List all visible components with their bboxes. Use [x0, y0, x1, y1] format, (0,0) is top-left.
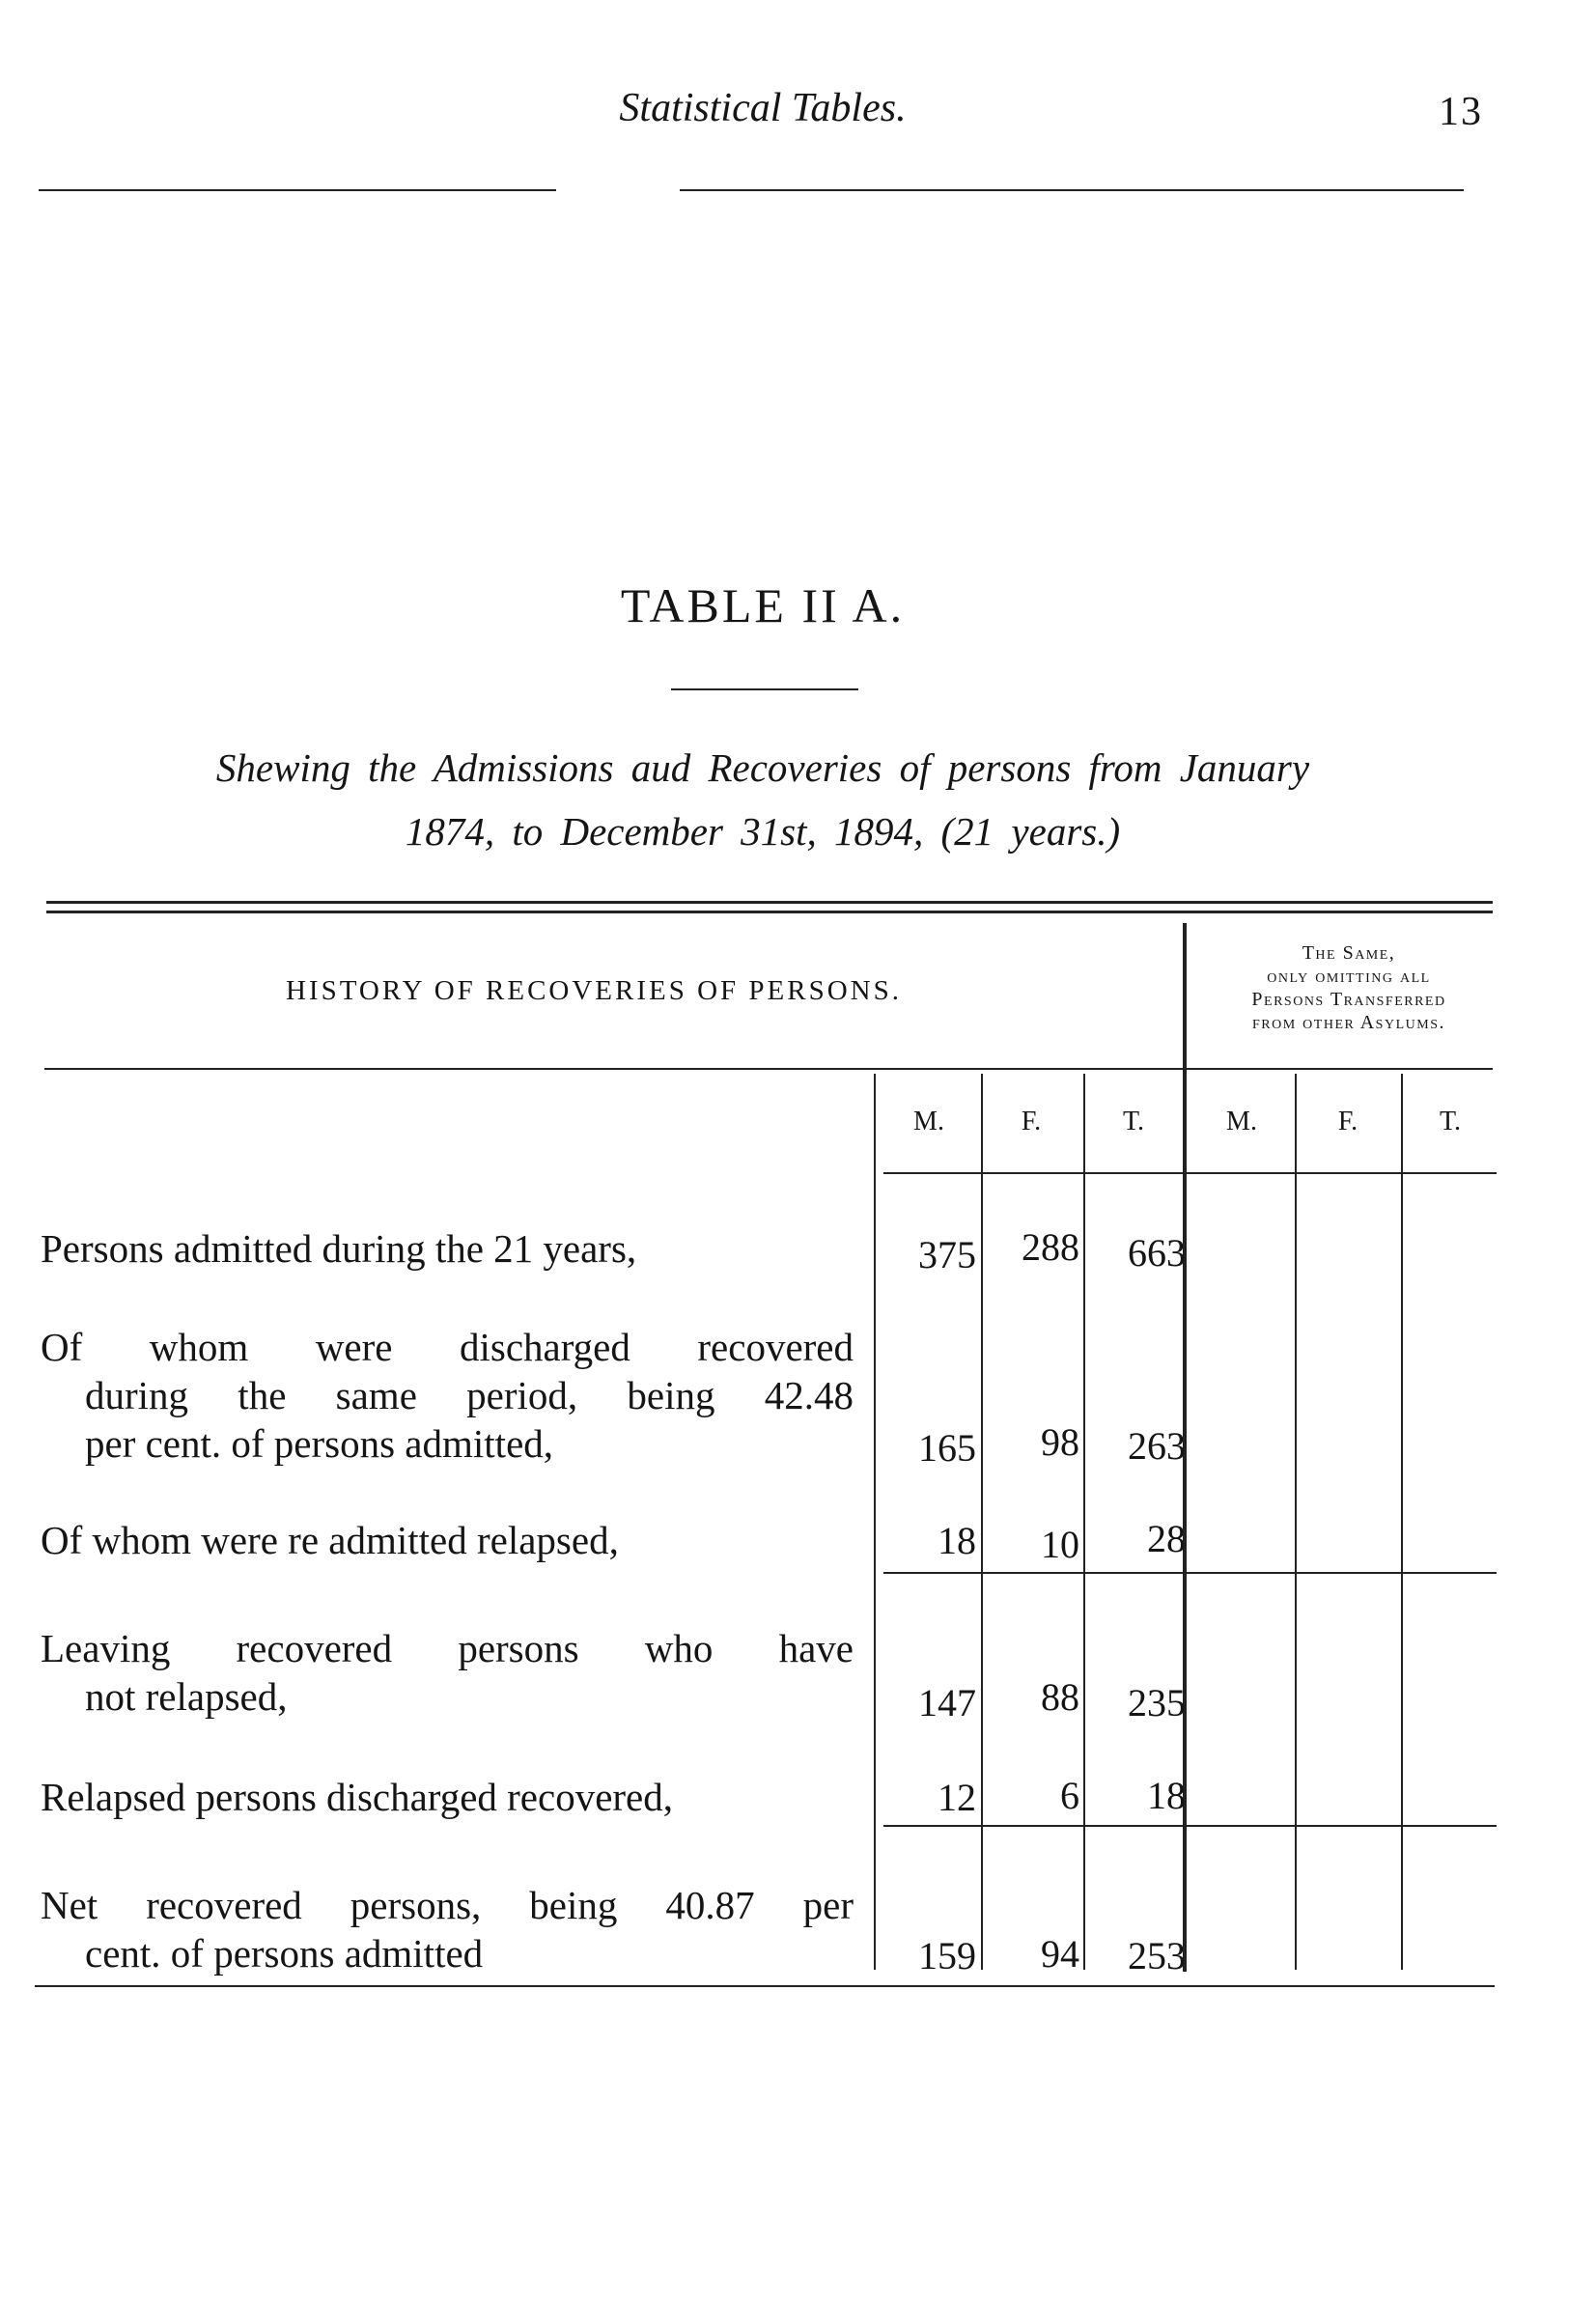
cell-discharged-t: 263 — [1128, 1424, 1186, 1468]
row-label-not-relapsed — [41, 1624, 854, 1721]
col-head-rule — [883, 1172, 1497, 1174]
history-title: HISTORY OF RECOVERIES OF PERSONS. — [285, 975, 903, 1006]
cell-admitted-f: 288 — [1022, 1225, 1079, 1269]
same-title — [1190, 941, 1508, 1034]
cell-net-recovered-m: 159 — [918, 1934, 976, 1977]
vrule-label-m — [874, 1074, 876, 1970]
row-label-line: Leaving recovered persons who have — [41, 1626, 854, 1670]
header-divider-rule — [44, 1068, 1493, 1070]
header-rule-right — [680, 189, 1464, 191]
same-title-line-3: Persons Transferred — [1251, 989, 1446, 1010]
col-head-m: M. — [913, 1107, 944, 1136]
col-head-t2: T. — [1439, 1107, 1462, 1136]
row-label-line: Of whom were discharged recovered — [41, 1325, 854, 1369]
cell-not-relapsed-m: 147 — [918, 1681, 976, 1724]
running-title: Statistical Tables. — [619, 86, 907, 130]
col-head-f: F. — [1021, 1107, 1042, 1136]
subtitle-line-1: Shewing the Admissions aud Recoveries of persons from January — [215, 745, 1310, 790]
row-label-admitted — [41, 1224, 854, 1273]
cell-readmitted-f: 10 — [1041, 1523, 1079, 1566]
subtotal-rule-1 — [883, 1572, 1497, 1574]
col-head-m2: M. — [1226, 1107, 1257, 1136]
table-top-rule-1 — [46, 901, 1493, 904]
col-head-t: T. — [1122, 1107, 1145, 1136]
row-label-line: Relapsed persons discharged recovered, — [41, 1775, 673, 1819]
vrule-m2-f2 — [1295, 1074, 1297, 1970]
table-subtitle — [29, 736, 1497, 863]
row-label-line: per cent. of persons admitted, — [85, 1421, 554, 1466]
subtitle-line-2: 1874, to December 31st, 1894, (21 years.) — [405, 809, 1121, 854]
cell-admitted-t: 663 — [1128, 1231, 1186, 1275]
cell-not-relapsed-t: 235 — [1128, 1681, 1186, 1724]
page-number: 13 — [1439, 90, 1483, 134]
cell-readmitted-t: 28 — [1147, 1517, 1186, 1560]
same-title-line-2: only omitting all — [1267, 966, 1431, 987]
row-label-line: not relapsed, — [85, 1674, 288, 1719]
table-heading: TABLE II A. — [620, 578, 906, 632]
cell-relapsed-discharged-t: 18 — [1147, 1774, 1186, 1817]
cell-net-recovered-f: 94 — [1041, 1932, 1079, 1976]
row-label-relapsed-discharged — [41, 1773, 854, 1821]
row-label-line: Of whom were re admitted relapsed, — [41, 1518, 619, 1562]
cell-discharged-m: 165 — [918, 1426, 976, 1470]
row-label-line: during the same period, being 42.48 — [85, 1373, 854, 1417]
cell-discharged-f: 98 — [1041, 1420, 1079, 1464]
vrule-f2-t2 — [1401, 1074, 1403, 1970]
table-bottom-rule — [35, 1985, 1495, 1987]
cell-net-recovered-t: 253 — [1128, 1934, 1186, 1977]
row-label-net-recovered — [41, 1881, 854, 1977]
row-label-line: Net recovered persons, being 40.87 per — [41, 1883, 854, 1927]
col-head-f2: F. — [1337, 1107, 1358, 1136]
row-label-readmitted — [41, 1516, 854, 1564]
cell-relapsed-discharged-m: 12 — [938, 1776, 976, 1819]
table-top-rule-2 — [46, 911, 1493, 913]
same-title-line-4: from other Asylums. — [1252, 1012, 1445, 1033]
same-title-line-1: The Same, — [1302, 942, 1396, 964]
cell-admitted-m: 375 — [918, 1233, 976, 1276]
row-label-line: cent. of persons admitted — [85, 1931, 484, 1976]
row-label-line: Persons admitted during the 21 years, — [41, 1226, 637, 1271]
cell-relapsed-discharged-f: 6 — [1060, 1774, 1079, 1817]
header-rule-left — [39, 189, 556, 191]
cell-readmitted-m: 18 — [938, 1519, 976, 1562]
heading-rule — [671, 688, 858, 690]
row-label-discharged — [41, 1323, 854, 1468]
cell-not-relapsed-f: 88 — [1041, 1675, 1079, 1719]
subtotal-rule-2 — [883, 1825, 1497, 1827]
